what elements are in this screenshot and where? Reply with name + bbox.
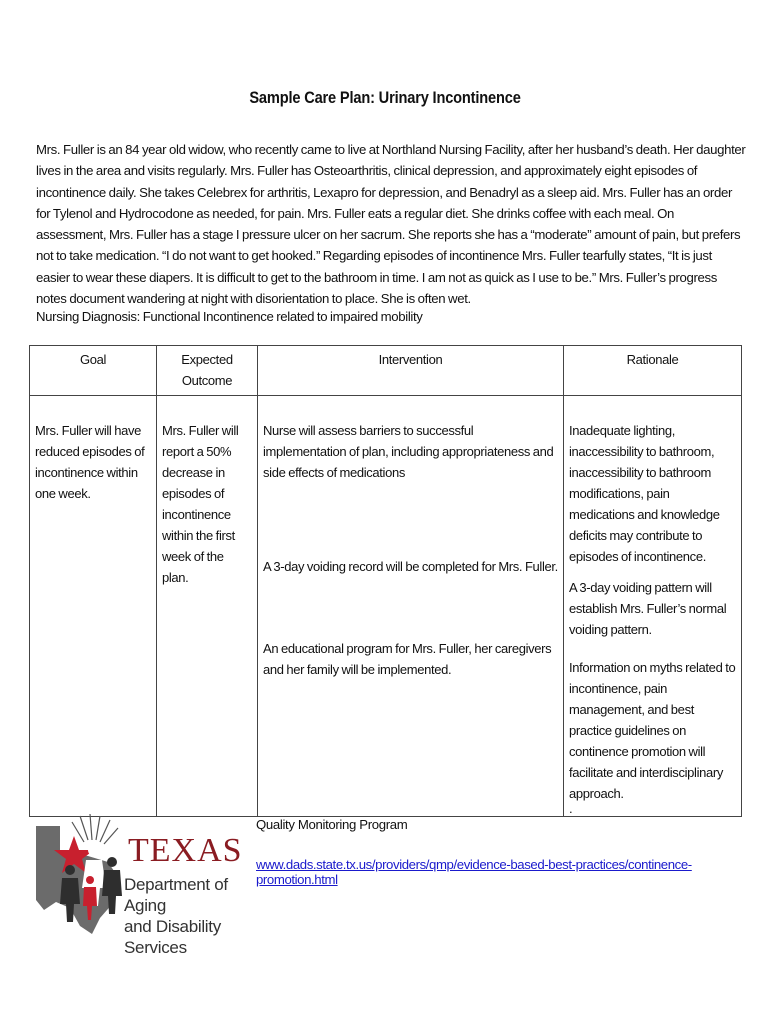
document-title: Sample Care Plan: Urinary Incontinence: [249, 88, 521, 107]
continence-promotion-link[interactable]: www.dads.state.tx.us/providers/qmp/evidence-based-best-practices/continence-promotion.html: [256, 857, 692, 887]
goal-text: Mrs. Fuller will have reduced episodes of incontinence within one week.: [35, 423, 145, 501]
logo-dept-line-1: Department of Aging: [124, 875, 228, 915]
logo-dept-line-2: and Disability Services: [124, 917, 221, 957]
rationale-trailing-dot: .: [569, 801, 573, 816]
table-header-row: [30, 346, 742, 396]
logo-texas-text: TEXAS: [128, 832, 243, 869]
outcome-cell: [157, 396, 258, 817]
header-rationale: Rationale: [564, 346, 742, 396]
rationale-1: Inadequate lighting, inaccessibility to bathroom, inaccessibility to bathroom modifications, pain medications and knowledge deficits may contribute to episodes of incontinence.: [569, 423, 720, 564]
care-plan-table: [29, 345, 742, 817]
header-goal: Goal: [30, 346, 157, 396]
header-expected-outcome: Expected Outcome: [157, 346, 258, 396]
rationale-3: Information on myths related to incontinence, pain management, and best practice guidelines on continence promotion will facilitate and interdisciplinary approach.: [569, 660, 736, 801]
intervention-3: An educational program for Mrs. Fuller, her caregivers and her family will be implemented.: [263, 641, 552, 677]
goal-cell: [30, 396, 157, 817]
intervention-cell: [258, 396, 564, 817]
case-narrative: Mrs. Fuller is an 84 year old widow, who recently came to live at Northland Nursing Facility, after her husband’s death. Her daughter lives in the area and visits regularly. Mrs. Fuller has Osteoarthritis, clinical depression, and approximately eight episodes of incontinence daily. She takes Celebrex for arthritis, Lexapro for depression, and Benadryl as a sleep aid. Mrs. Fuller has an order for Tylenol and Hydrocodone as needed, for pain. Mrs. Fuller eats a regular diet. She drinks coffee with each meal. On assessment, Mrs. Fuller has a stage I pressure ulcer on her sacrum. She reports she has a “moderate” amount of pain, but prefers not to take medication. “I do not want to get hooked.” Regarding episodes of incontinence Mrs. Fuller tearfully states, “It is just easier to wear these diapers. It is difficult to get to the bathroom in time. I am not as quick as I use to be.” Mrs. Fuller’s progress notes document wandering at night with disorientation to place. She is often wet.: [36, 142, 746, 307]
logo-department-text: [124, 874, 260, 958]
header-intervention: Intervention: [258, 346, 564, 396]
quality-monitoring-program: Quality Monitoring Program: [256, 817, 408, 832]
intervention-1: Nurse will assess barriers to successful implementation of plan, including appropriateness and side effects of medications: [263, 423, 554, 480]
nursing-diagnosis: Nursing Diagnosis: Functional Incontinence related to impaired mobility: [36, 309, 423, 324]
intervention-2: A 3-day voiding record will be completed for Mrs. Fuller.: [263, 559, 558, 574]
table-row: [30, 396, 742, 817]
rationale-cell: [564, 396, 742, 817]
dads-logo: [30, 810, 260, 957]
rationale-2: A 3-day voiding pattern will establish Mrs. Fuller’s normal voiding pattern.: [569, 580, 727, 637]
outcome-text: Mrs. Fuller will report a 50% decrease in episodes of incontinence within the first week of the plan.: [162, 423, 239, 585]
